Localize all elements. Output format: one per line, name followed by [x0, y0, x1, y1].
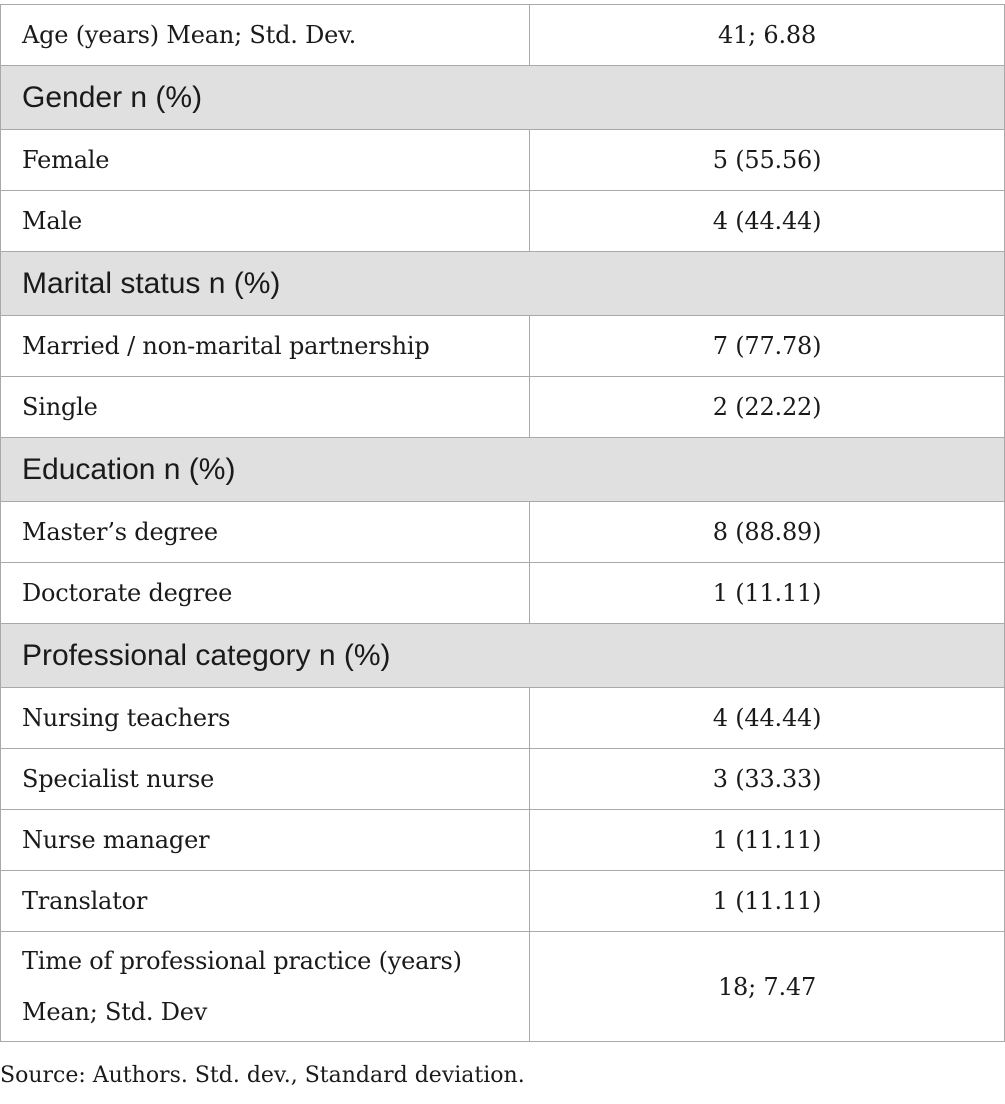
section-header-row: [1, 438, 1005, 502]
row-value: 4 (44.44): [530, 191, 1005, 252]
row-value: 3 (33.33): [530, 749, 1005, 810]
table-row: [1, 377, 1005, 438]
row-label-line: Time of professional practice (years): [22, 946, 462, 975]
section-header: Marital status n (%): [1, 252, 1005, 316]
row-value: 7 (77.78): [530, 316, 1005, 377]
table-row: [1, 191, 1005, 252]
row-value: 1 (11.11): [530, 563, 1005, 624]
row-label: Nursing teachers: [1, 688, 530, 749]
table-footnote: Source: Authors. Std. dev., Standard deviation.: [0, 1063, 525, 1088]
table-row: [1, 130, 1005, 191]
row-label: Single: [1, 377, 530, 438]
table-row: [1, 563, 1005, 624]
row-label: Married / non-marital partnership: [1, 316, 530, 377]
section-header-row: [1, 252, 1005, 316]
section-header-row: [1, 66, 1005, 130]
row-label: Age (years) Mean; Std. Dev.: [1, 5, 530, 66]
row-label: [1, 932, 530, 1042]
table-row: [1, 502, 1005, 563]
row-label: Specialist nurse: [1, 749, 530, 810]
demographics-table-container: [0, 4, 1004, 1042]
row-label: Doctorate degree: [1, 563, 530, 624]
row-value: 5 (55.56): [530, 130, 1005, 191]
section-header: Professional category n (%): [1, 624, 1005, 688]
table-row: [1, 5, 1005, 66]
section-header: Education n (%): [1, 438, 1005, 502]
table-row: [1, 871, 1005, 932]
row-label: Master’s degree: [1, 502, 530, 563]
row-value: 1 (11.11): [530, 810, 1005, 871]
section-header-row: [1, 624, 1005, 688]
section-header: Gender n (%): [1, 66, 1005, 130]
row-value: 8 (88.89): [530, 502, 1005, 563]
row-label: Female: [1, 130, 530, 191]
row-value: 18; 7.47: [530, 932, 1005, 1042]
table-row: [1, 316, 1005, 377]
demographics-table: [0, 4, 1005, 1042]
row-label-line: Mean; Std. Dev: [22, 997, 208, 1026]
row-value: 1 (11.11): [530, 871, 1005, 932]
row-label: Male: [1, 191, 530, 252]
table-row: [1, 932, 1005, 1042]
table-row: [1, 810, 1005, 871]
row-value: 41; 6.88: [530, 5, 1005, 66]
row-value: 2 (22.22): [530, 377, 1005, 438]
table-row: [1, 688, 1005, 749]
row-label: Translator: [1, 871, 530, 932]
row-value: 4 (44.44): [530, 688, 1005, 749]
table-row: [1, 749, 1005, 810]
row-label: Nurse manager: [1, 810, 530, 871]
